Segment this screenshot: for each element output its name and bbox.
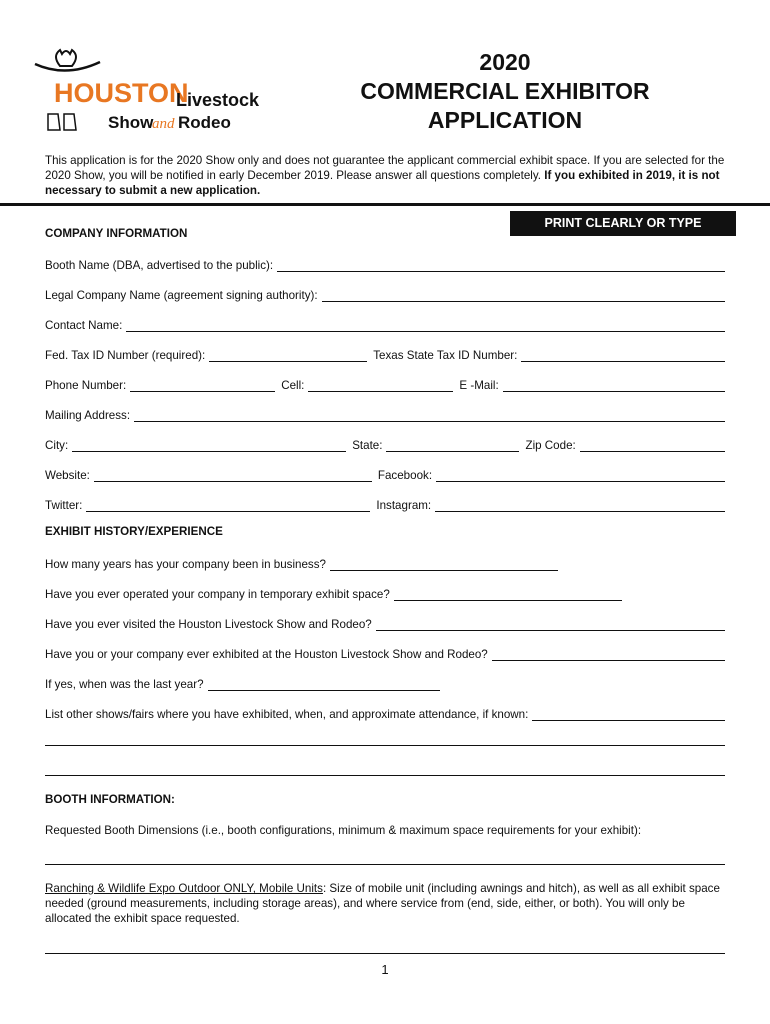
other-shows-row bbox=[45, 705, 725, 721]
tx-tax-label: Texas State Tax ID Number: bbox=[373, 349, 518, 362]
logo-word-show: Show bbox=[108, 113, 154, 132]
ranching-underlined: Ranching & Wildlife Expo Outdoor ONLY, Mobile Units bbox=[45, 882, 323, 895]
twitter-label: Twitter: bbox=[45, 499, 83, 512]
mailing-field[interactable] bbox=[134, 408, 725, 422]
history-heading: EXHIBIT HISTORY/EXPERIENCE bbox=[45, 525, 223, 538]
cell-field[interactable] bbox=[308, 378, 453, 392]
last-year-field[interactable] bbox=[208, 677, 440, 691]
page-title bbox=[330, 48, 680, 135]
contact-name-field[interactable] bbox=[126, 318, 725, 332]
instagram-field[interactable] bbox=[435, 498, 725, 512]
logo-word-livestock: Livestock bbox=[176, 90, 260, 110]
booth-name-row bbox=[45, 256, 725, 272]
other-shows-line-2[interactable] bbox=[45, 745, 725, 746]
exhibited-field[interactable] bbox=[492, 647, 725, 661]
print-clearly-banner: PRINT CLEARLY OR TYPE bbox=[510, 211, 736, 236]
last-year-row bbox=[45, 675, 725, 691]
page-number: 1 bbox=[381, 962, 389, 977]
title-sub: APPLICATION bbox=[427, 107, 583, 133]
logo-word-rodeo: Rodeo bbox=[178, 113, 231, 132]
intro-bold-text: If you exhibited in 2019, it is not necessary to submit a new application. bbox=[45, 169, 720, 197]
facebook-field[interactable] bbox=[436, 468, 725, 482]
contact-name-row bbox=[45, 316, 725, 332]
mailing-label: Mailing Address: bbox=[45, 409, 131, 422]
twitter-row bbox=[45, 496, 725, 512]
exhibited-label: Have you or your company ever exhibited at the Houston Livestock Show and Rodeo? bbox=[45, 648, 488, 661]
ranching-text: : Size of mobile unit (including awnings and hitch), as well as all exhibit space needed (ground measurements, including storage areas), and where service from (end, side, either, or both). You will only be allocated the exhibit space requested. bbox=[45, 882, 720, 925]
title-main: COMMERCIAL EXHIBITOR bbox=[360, 78, 650, 104]
booth-name-label: Booth Name (DBA, advertised to the public): bbox=[45, 259, 274, 272]
visited-field[interactable] bbox=[376, 617, 725, 631]
website-row bbox=[45, 466, 725, 482]
city-label: City: bbox=[45, 439, 69, 452]
phone-label: Phone Number: bbox=[45, 379, 127, 392]
legal-name-label: Legal Company Name (agreement signing authority): bbox=[45, 289, 318, 302]
instagram-label: Instagram: bbox=[376, 499, 432, 512]
years-row bbox=[45, 555, 725, 571]
website-field[interactable] bbox=[94, 468, 372, 482]
tx-tax-field[interactable] bbox=[521, 348, 725, 362]
state-field[interactable] bbox=[386, 438, 519, 452]
tax-id-row bbox=[45, 346, 725, 362]
title-year: 2020 bbox=[479, 49, 531, 75]
zip-label: Zip Code: bbox=[525, 439, 576, 452]
other-shows-label: List other shows/fairs where you have exhibited, when, and approximate attendance, if known: bbox=[45, 708, 529, 721]
booth-dimensions-line[interactable] bbox=[45, 864, 725, 865]
website-label: Website: bbox=[45, 469, 90, 482]
company-info-heading: COMPANY INFORMATION bbox=[45, 227, 188, 240]
visited-label: Have you ever visited the Houston Livestock Show and Rodeo? bbox=[45, 618, 372, 631]
cell-label: Cell: bbox=[281, 379, 305, 392]
header-divider bbox=[0, 203, 770, 206]
legal-name-row bbox=[45, 286, 725, 302]
temp-space-field[interactable] bbox=[394, 587, 622, 601]
booth-dimensions-label: Requested Booth Dimensions (i.e., booth configurations, minimum & maximum space requirements for your exhibit): bbox=[45, 824, 642, 837]
fed-tax-field[interactable] bbox=[209, 348, 367, 362]
booth-name-field[interactable] bbox=[277, 258, 725, 272]
exhibited-row bbox=[45, 645, 725, 661]
other-shows-field[interactable] bbox=[532, 707, 725, 721]
legal-name-field[interactable] bbox=[322, 288, 725, 302]
logo-word-and: and bbox=[152, 116, 175, 132]
phone-field[interactable] bbox=[130, 378, 275, 392]
email-label: E -Mail: bbox=[459, 379, 499, 392]
temp-space-row bbox=[45, 585, 725, 601]
visited-row bbox=[45, 615, 725, 631]
last-year-label: If yes, when was the last year? bbox=[45, 678, 204, 691]
mailing-row bbox=[45, 406, 725, 422]
other-shows-line-3[interactable] bbox=[45, 775, 725, 776]
state-label: State: bbox=[352, 439, 383, 452]
city-field[interactable] bbox=[72, 438, 346, 452]
years-label: How many years has your company been in business? bbox=[45, 558, 326, 571]
fed-tax-label: Fed. Tax ID Number (required): bbox=[45, 349, 206, 362]
houston-rodeo-logo bbox=[30, 42, 270, 132]
booth-info-heading: BOOTH INFORMATION: bbox=[45, 793, 175, 806]
phone-row bbox=[45, 376, 725, 392]
intro-text: This application is for the 2020 Show only and does not guarantee the applicant commercial exhibit space. If you are selected for the 2020 Show, you will be notified in early December 2019. Please answer all questions completely. bbox=[45, 154, 725, 182]
twitter-field[interactable] bbox=[86, 498, 370, 512]
ranching-line[interactable] bbox=[45, 953, 725, 954]
cowboy-hat-icon bbox=[30, 42, 270, 132]
years-field[interactable] bbox=[330, 557, 558, 571]
contact-name-label: Contact Name: bbox=[45, 319, 123, 332]
facebook-label: Facebook: bbox=[377, 469, 433, 482]
ranching-paragraph bbox=[45, 881, 725, 926]
logo-word-houston: HOUSTON bbox=[54, 78, 189, 108]
intro-paragraph bbox=[45, 153, 735, 198]
temp-space-label: Have you ever operated your company in temporary exhibit space? bbox=[45, 588, 390, 601]
zip-field[interactable] bbox=[580, 438, 725, 452]
email-field[interactable] bbox=[503, 378, 725, 392]
city-row bbox=[45, 436, 725, 452]
